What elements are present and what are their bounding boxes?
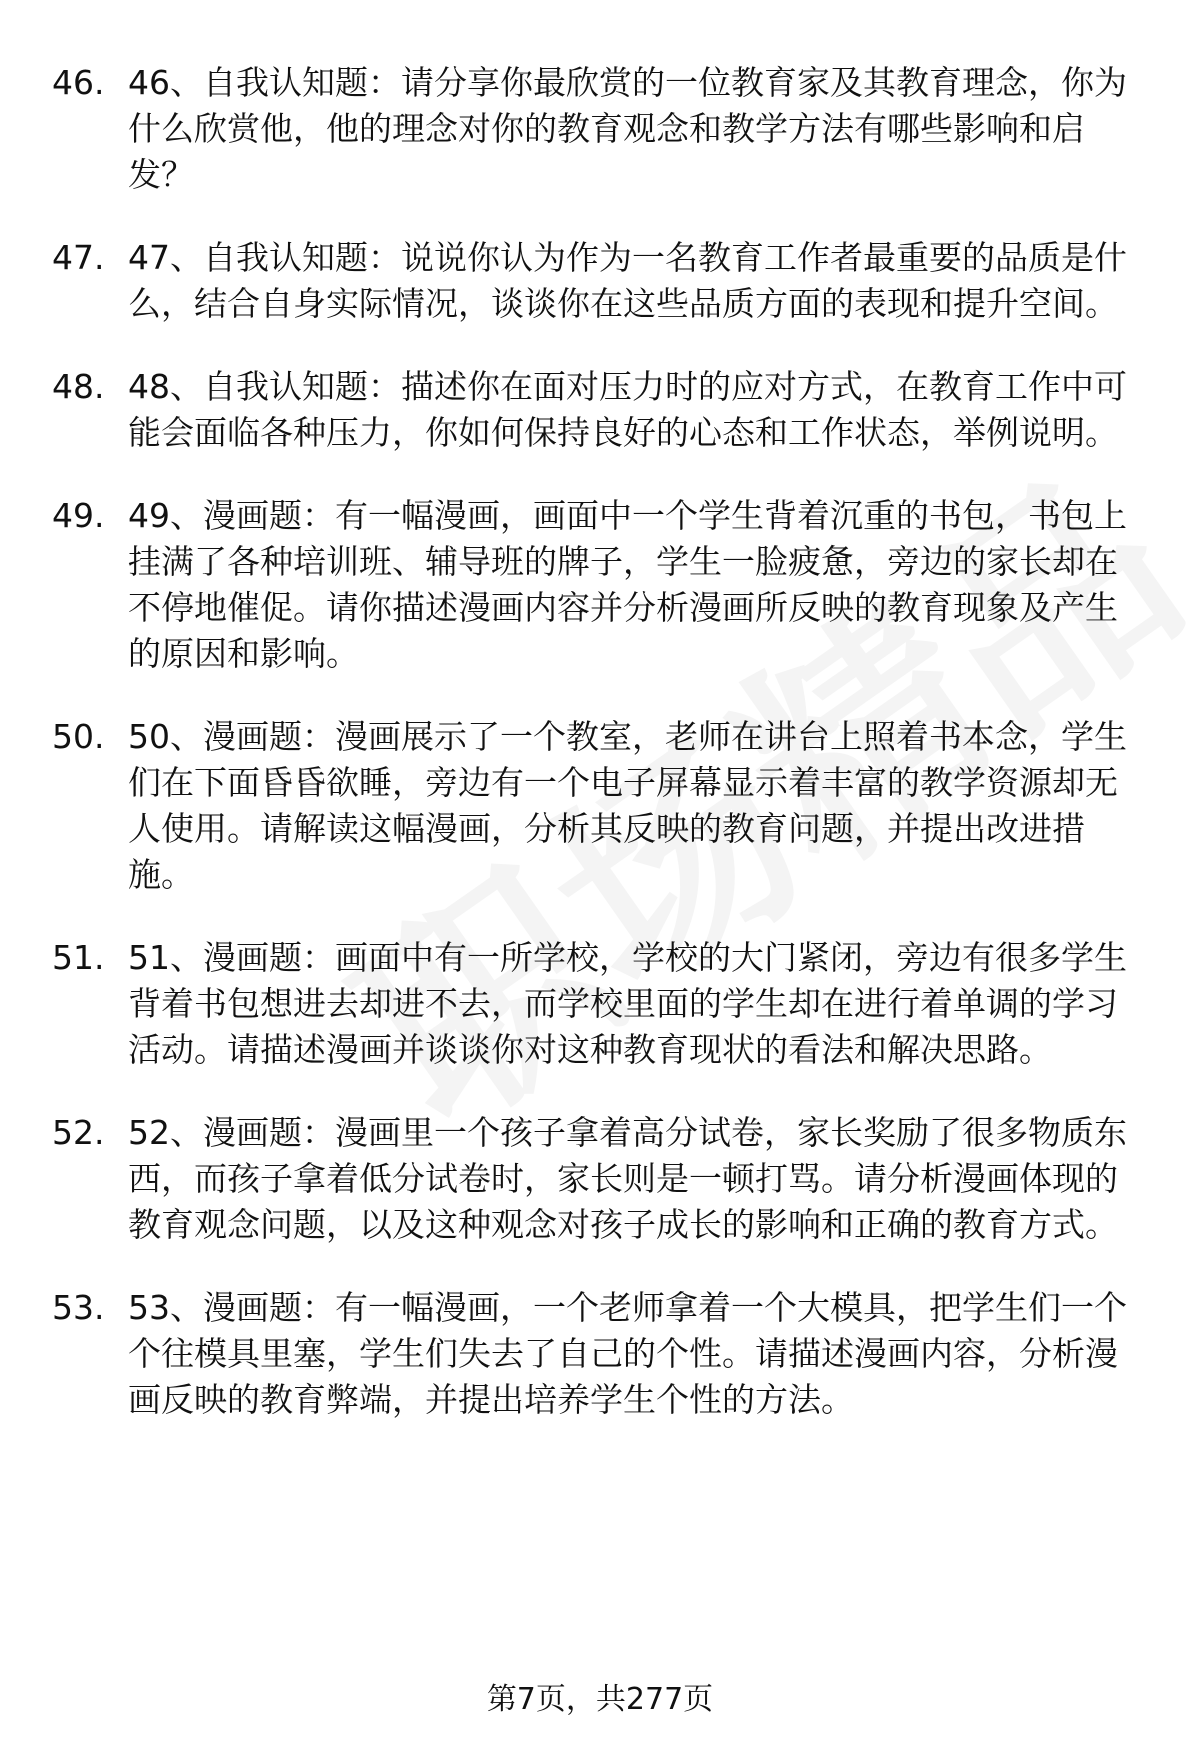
question-list bbox=[52, 60, 1142, 1460]
item-text: 53、漫画题：有一幅漫画，一个老师拿着一个大模具，把学生们一个个往模具里塞，学生们失去了自己的个性。请描述漫画内容，分析漫画反映的教育弊端，并提出培养学生个性的方法。 bbox=[128, 1288, 1127, 1419]
list-item bbox=[52, 935, 1142, 1073]
item-text: 52、漫画题：漫画里一个孩子拿着高分试卷，家长奖励了很多物质东西，而孩子拿着低分试卷时，家长则是一顿打骂。请分析漫画体现的教育观念问题，以及这种观念对孩子成长的影响和正确的教育方式。 bbox=[128, 1113, 1127, 1244]
list-item bbox=[52, 493, 1142, 677]
item-number: 48. bbox=[52, 367, 105, 406]
list-item bbox=[52, 364, 1142, 456]
list-item bbox=[52, 235, 1142, 327]
item-number: 52. bbox=[52, 1113, 105, 1152]
item-number: 46. bbox=[52, 63, 105, 102]
item-text: 51、漫画题：画面中有一所学校，学校的大门紧闭，旁边有很多学生背着书包想进去却进不去，而学校里面的学生却在进行着单调的学习活动。请描述漫画并谈谈你对这种教育现状的看法和解决思路。 bbox=[128, 938, 1127, 1069]
item-number: 49. bbox=[52, 496, 105, 535]
item-number: 51. bbox=[52, 938, 105, 977]
item-number: 47. bbox=[52, 238, 105, 277]
item-text: 49、漫画题：有一幅漫画，画面中一个学生背着沉重的书包，书包上挂满了各种培训班、辅导班的牌子，学生一脸疲惫，旁边的家长却在不停地催促。请你描述漫画内容并分析漫画所反映的教育现象及产生的原因和影响。 bbox=[128, 496, 1127, 673]
item-text: 46、自我认知题：请分享你最欣赏的一位教育家及其教育理念，你为什么欣赏他，他的理念对你的教育观念和教学方法有哪些影响和启发？ bbox=[128, 63, 1127, 194]
list-item bbox=[52, 1285, 1142, 1423]
list-item bbox=[52, 60, 1142, 198]
item-text: 50、漫画题：漫画展示了一个教室，老师在讲台上照着书本念，学生们在下面昏昏欲睡，旁边有一个电子屏幕显示着丰富的教学资源却无人使用。请解读这幅漫画，分析其反映的教育问题，并提出改进措施。 bbox=[128, 717, 1127, 894]
page-number: 第7页，共277页 bbox=[486, 1682, 714, 1717]
item-text: 47、自我认知题：说说你认为作为一名教育工作者最重要的品质是什么，结合自身实际情况，谈谈你在这些品质方面的表现和提升空间。 bbox=[128, 238, 1127, 323]
list-item bbox=[52, 714, 1142, 898]
item-number: 53. bbox=[52, 1288, 105, 1327]
item-text: 48、自我认知题：描述你在面对压力时的应对方式，在教育工作中可能会面临各种压力，你如何保持良好的心态和工作状态，举例说明。 bbox=[128, 367, 1127, 452]
list-item bbox=[52, 1110, 1142, 1248]
item-number: 50. bbox=[52, 717, 105, 756]
